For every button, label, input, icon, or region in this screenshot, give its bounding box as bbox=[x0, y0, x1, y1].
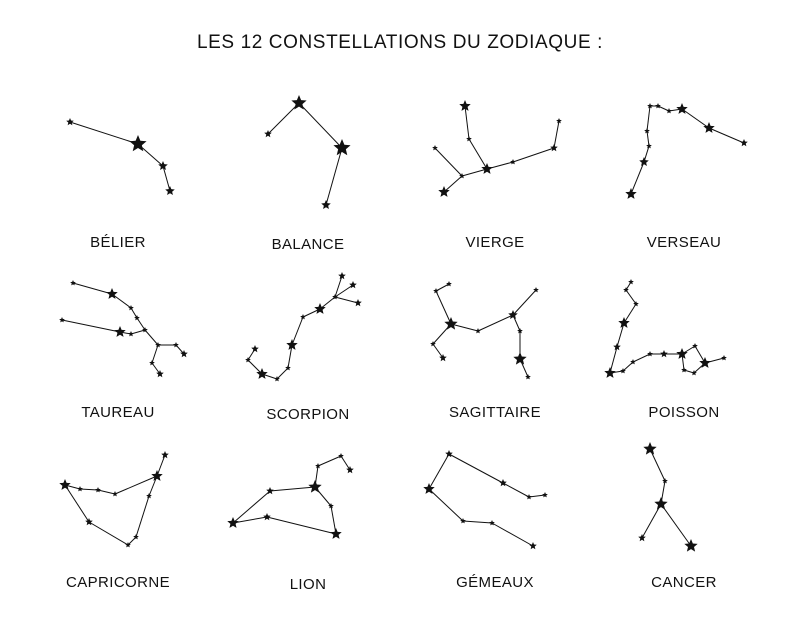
constellation-link bbox=[650, 449, 665, 481]
star-icon bbox=[433, 288, 439, 293]
star-icon bbox=[475, 328, 481, 333]
constellation-link bbox=[633, 354, 650, 362]
star-icon bbox=[330, 528, 341, 539]
star-icon bbox=[70, 280, 76, 285]
constellation-cancer bbox=[638, 442, 697, 552]
constellation-scorpion bbox=[245, 272, 362, 381]
constellation-link bbox=[554, 121, 559, 148]
star-icon bbox=[227, 517, 238, 528]
page-title: LES 12 CONSTELLATIONS DU ZODIAQUE : bbox=[196, 32, 604, 53]
star-icon bbox=[721, 355, 727, 360]
constellation-link bbox=[682, 109, 709, 128]
star-icon bbox=[643, 442, 656, 455]
constellation-link bbox=[233, 491, 270, 523]
star-icon bbox=[149, 360, 155, 365]
star-icon bbox=[684, 539, 697, 552]
star-icon bbox=[499, 479, 507, 486]
star-icon bbox=[481, 163, 492, 174]
constellation-link bbox=[268, 103, 299, 134]
star-icon bbox=[128, 305, 134, 310]
constellation-gemeaux bbox=[423, 450, 548, 549]
constellation-link bbox=[463, 521, 492, 523]
star-icon bbox=[438, 186, 449, 197]
star-icon bbox=[647, 351, 653, 356]
star-icon bbox=[308, 480, 321, 493]
constellation-link bbox=[331, 506, 336, 534]
constellation-link bbox=[270, 487, 315, 491]
constellation-link bbox=[429, 454, 449, 489]
constellation-link bbox=[89, 522, 128, 545]
star-icon bbox=[654, 497, 667, 510]
star-icon bbox=[542, 492, 548, 497]
star-icon bbox=[445, 450, 453, 457]
star-icon bbox=[291, 95, 306, 109]
constellation-label-verseau: VERSEAU bbox=[646, 234, 722, 251]
constellation-label-gemeaux: GÉMEAUX bbox=[456, 574, 534, 591]
star-icon bbox=[354, 299, 362, 306]
star-icon bbox=[114, 326, 125, 337]
star-icon bbox=[59, 317, 65, 322]
constellation-link bbox=[145, 330, 158, 345]
star-icon bbox=[529, 542, 537, 549]
constellation-link bbox=[610, 347, 617, 373]
constellation-label-scorpion: SCORPION bbox=[266, 406, 350, 423]
constellation-link bbox=[451, 324, 478, 331]
star-icon bbox=[59, 479, 70, 490]
constellation-link bbox=[709, 128, 744, 143]
constellation-link bbox=[436, 291, 451, 324]
star-icon bbox=[300, 314, 306, 319]
star-icon bbox=[321, 200, 331, 209]
constellation-link bbox=[335, 297, 358, 303]
star-icon bbox=[66, 118, 74, 125]
star-icon bbox=[77, 486, 83, 491]
star-icon bbox=[338, 453, 344, 458]
star-icon bbox=[346, 466, 354, 473]
constellation-link bbox=[277, 368, 288, 379]
star-icon bbox=[444, 317, 457, 330]
star-icon bbox=[112, 491, 118, 496]
star-icon bbox=[314, 303, 325, 314]
star-icon bbox=[703, 122, 714, 133]
star-icon bbox=[338, 272, 346, 279]
star-icon bbox=[628, 279, 634, 284]
constellation-link bbox=[436, 284, 449, 291]
constellation-verseau bbox=[625, 103, 748, 199]
constellation-link bbox=[449, 454, 503, 483]
constellation-link bbox=[98, 490, 115, 494]
constellation-link bbox=[435, 148, 462, 176]
constellation-link bbox=[513, 148, 554, 162]
constellation-link bbox=[617, 323, 624, 347]
star-icon bbox=[604, 367, 615, 378]
constellation-label-capricorne: CAPRICORNE bbox=[65, 574, 170, 591]
star-icon bbox=[286, 339, 297, 350]
star-icon bbox=[128, 331, 134, 336]
star-icon bbox=[660, 350, 668, 357]
star-icon bbox=[613, 343, 621, 350]
constellation-vierge bbox=[432, 100, 562, 197]
constellation-link bbox=[70, 122, 138, 144]
constellation-link bbox=[642, 504, 661, 538]
star-icon bbox=[263, 513, 271, 520]
star-icon bbox=[151, 470, 162, 481]
constellation-link bbox=[73, 283, 112, 294]
constellation-lion bbox=[227, 453, 354, 539]
constellation-link bbox=[136, 496, 149, 537]
star-icon bbox=[638, 534, 646, 541]
star-icon bbox=[525, 374, 531, 379]
constellation-link bbox=[661, 504, 691, 546]
constellation-link bbox=[444, 176, 462, 192]
constellation-link bbox=[267, 517, 336, 534]
constellation-link bbox=[469, 139, 487, 169]
constellation-link bbox=[478, 315, 513, 331]
constellation-label-cancer: CANCER bbox=[651, 574, 717, 591]
constellation-sagittaire bbox=[430, 281, 539, 379]
star-icon bbox=[165, 186, 175, 195]
constellation-link bbox=[233, 517, 267, 523]
constellation-link bbox=[292, 317, 303, 345]
star-icon bbox=[550, 144, 558, 151]
star-icon bbox=[466, 136, 472, 141]
constellation-link bbox=[631, 162, 644, 194]
constellation-label-vierge: VIERGE bbox=[465, 234, 525, 251]
constellation-link bbox=[326, 148, 342, 205]
star-icon bbox=[623, 287, 629, 292]
star-icon bbox=[513, 352, 526, 365]
constellation-label-taureau: TAUREAU bbox=[81, 404, 155, 421]
star-icon bbox=[655, 103, 661, 108]
star-icon bbox=[134, 315, 140, 320]
star-icon bbox=[526, 494, 532, 499]
constellation-belier bbox=[66, 118, 175, 195]
constellation-link bbox=[513, 290, 536, 315]
constellation-label-balance: BALANCE bbox=[271, 236, 345, 253]
constellation-label-poisson: POISSON bbox=[648, 404, 720, 421]
star-icon bbox=[251, 345, 259, 352]
constellation-link bbox=[429, 489, 463, 521]
constellation-link bbox=[529, 495, 545, 497]
constellation-label-lion: LION bbox=[289, 576, 327, 593]
star-icon bbox=[510, 159, 516, 164]
star-icon bbox=[625, 188, 636, 199]
star-icon bbox=[618, 317, 629, 328]
constellation-link bbox=[163, 166, 170, 191]
constellation-link bbox=[318, 456, 341, 466]
constellation-link bbox=[462, 169, 487, 176]
star-icon bbox=[95, 487, 101, 492]
star-icon bbox=[85, 518, 93, 525]
constellation-link bbox=[157, 455, 165, 476]
star-icon bbox=[681, 367, 687, 372]
star-icon bbox=[666, 108, 672, 113]
constellation-poisson bbox=[604, 279, 727, 378]
constellation-label-sagittaire: SAGITTAIRE bbox=[448, 404, 542, 421]
constellation-link bbox=[65, 485, 89, 522]
constellation-link bbox=[335, 285, 353, 297]
constellation-link bbox=[624, 304, 636, 323]
star-icon bbox=[740, 139, 748, 146]
constellation-balance bbox=[264, 95, 350, 209]
constellation-link bbox=[335, 276, 342, 297]
star-icon bbox=[639, 157, 649, 166]
constellation-link bbox=[695, 346, 705, 363]
constellation-link bbox=[465, 106, 469, 139]
constellation-link bbox=[62, 320, 120, 332]
star-icon bbox=[161, 451, 169, 458]
constellation-link bbox=[647, 106, 650, 131]
constellation-link bbox=[492, 523, 533, 546]
star-icon bbox=[158, 161, 168, 170]
constellation-capricorne bbox=[59, 451, 169, 547]
constellation-taureau bbox=[59, 280, 188, 377]
constellation-link bbox=[503, 483, 529, 497]
constellation-link bbox=[299, 103, 342, 148]
constellation-link bbox=[152, 345, 158, 363]
constellation-label-belier: BÉLIER bbox=[90, 234, 146, 251]
